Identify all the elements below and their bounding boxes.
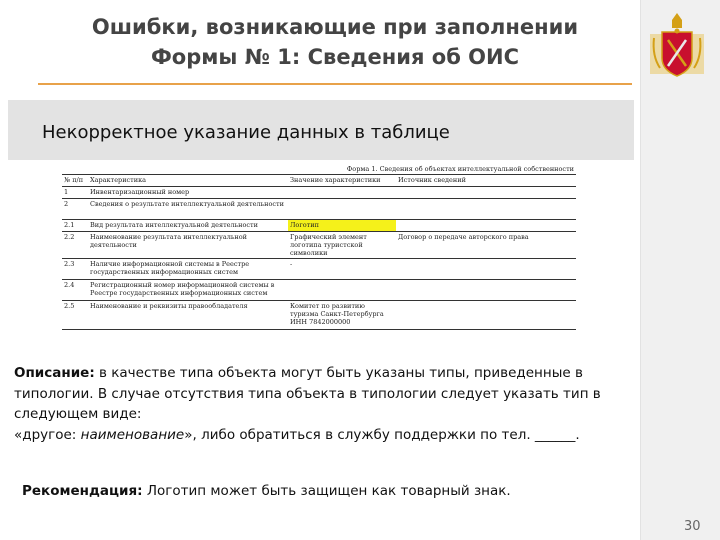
recommendation-label: Рекомендация: [22,483,143,499]
cell-value: Комитет по развитию туризма Санкт-Петербурга ИНН 7842000000 [288,301,396,330]
cell-value: Графический элемент логотипа туристской символики [288,232,396,259]
cell-value [288,280,396,301]
cell-num: 1 [62,187,88,199]
table-row [62,220,576,232]
cell-num: 2.1 [62,220,88,232]
table-row [62,301,576,330]
description-label: Описание: [14,365,95,381]
header-cell: Источник сведений [396,175,576,187]
recommendation-text: Логотип может быть защищен как товарный знак. [142,483,511,499]
table-row [62,259,576,280]
header-cell: Характеристика [88,175,288,187]
cell-value: - [288,259,396,280]
cell-num: 2.5 [62,301,88,330]
cell-source: Договор о передаче авторского права [396,232,576,259]
table-row [62,280,576,301]
cell-characteristic: Сведения о результате интеллектуальной деятельности [88,199,288,220]
slide-title-line-1: Ошибки, возникающие при заполнении [91,15,579,39]
form-table-screenshot [62,163,578,343]
cell-characteristic: Инвентаризационный номер [88,187,288,199]
page-number: 30 [684,519,701,534]
cell-characteristic: Регистрационный номер информационной системы в Реестре государственных информационных систем [88,280,288,301]
table-header-row [62,175,576,187]
cell-value [288,187,396,199]
table-row [62,232,576,259]
header-cell: Значение характеристики [288,175,396,187]
form-table [62,174,576,330]
table-row [62,187,576,199]
table-row [62,199,576,220]
description-text: в качестве типа объекта могут быть указаны типы, приведенные в типологии. В случае отсутствия типа объекта в типологии следует указать тип в следующем виде: [14,365,601,422]
cell-num: 2.4 [62,280,88,301]
description-quote-italic: наименование [80,426,185,443]
section-banner-text: Некорректное указание данных в таблице [42,122,450,143]
description-paragraph [14,363,626,445]
cell-characteristic: Наличие информационной системы в Реестре государственных информационных систем [88,259,288,280]
description-quote-close: », либо обратиться в службу поддержки по тел. ______. [184,426,580,443]
form-title: Форма 1. Сведения об объектах интеллектуальной собственности [346,165,574,173]
cell-characteristic: Вид результата интеллектуальной деятельности [88,220,288,232]
slide-title [40,12,630,72]
cell-source [396,220,576,232]
cell-value [288,199,396,220]
cell-source [396,187,576,199]
cell-source [396,301,576,330]
right-sidebar [640,0,720,540]
cell-num: 2.3 [62,259,88,280]
cell-num: 2.2 [62,232,88,259]
header-cell: № п/п [62,175,88,187]
cell-source [396,280,576,301]
cell-source [396,259,576,280]
cell-value-highlighted: Логотип [288,220,396,232]
slide-title-line-2: Формы № 1: Сведения об ОИС [150,45,520,69]
description-quote-open: «другое: [14,426,81,443]
cell-source [396,199,576,220]
cell-characteristic: Наименование и реквизиты правообладателя [88,301,288,330]
recommendation-paragraph [22,483,511,499]
coat-of-arms-icon [648,10,706,80]
cell-characteristic: Наименование результата интеллектуальной деятельности [88,232,288,259]
title-underline [38,83,632,85]
cell-num: 2 [62,199,88,220]
